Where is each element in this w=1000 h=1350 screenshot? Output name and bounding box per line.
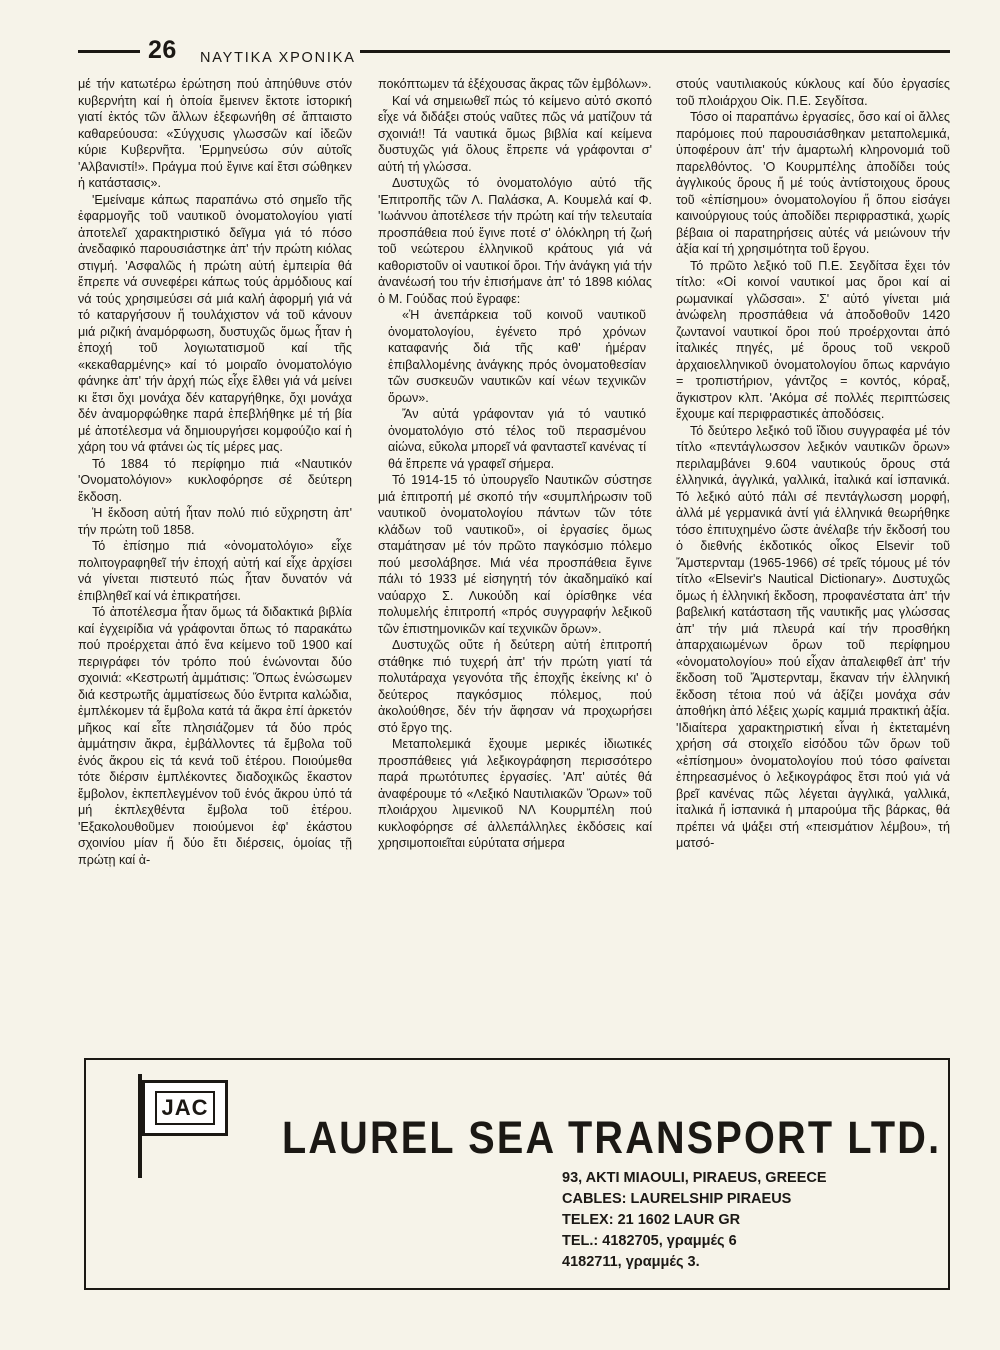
- paragraph: Τό πρῶτο λεξικό τοῦ Π.Ε. Σεγδίτσα ἔχει τόν τίτλο: «Οἱ κοινοί ναυτικοί μας ὅροι καί αἱ ρωμανικαί γλῶσσαι». Σ' αὐτό γίνεται μιά ἀνώφελη προσπάθεια νά ἀποδοθοῦν 1420 ζωντανοί ναυτικοί ὅροι πού προέρχονται ἀπό ἰταλικές πηγές, μέ ὅρους τοῦ νεκροῦ ἀρχαιοελληνικοῦ ὀνοματολογίου ὅπως καρνάγιο = τροπιστήριον, γάντζος = κοντός, κόραξ, ἄγκιστρον κλπ. 'Ακόμα σέ πολλές περιπτώσεις ἔχουμε καί περιφραστικές ἀποδόσεις.: [676, 258, 950, 421]
- paragraph: Τό 1884 τό περίφημο πιά «Ναυτικόν 'Ονοματολόγιον» κυκλοφόρησε σέ δεύτερη ἔκδοση.: [78, 456, 352, 504]
- article-column-3: [676, 76, 950, 1048]
- paragraph: μέ τήν κατωτέρω ἐρώτηση πού ἀπηύθυνε στόν κυβερνήτη καί ἡ ὁποία ἔμεινεν ἔκτοτε ἱστορική γιατί ἐκτός τῶν ἄλλων ἐξεφωνήθη σέ ἄπταιστο καθαρεύουσα: «Σύγχυσις γλωσσῶν καί ἰδεῶν κύριε Κυβερνῆτα. 'Ερμηνεύσω σύν αὐτοῖς 'Αλβανιστί!». Πράγμα πού ἔγινε καί ἔτσι σώθηκεν ἡ κατάστασις».: [78, 77, 352, 190]
- quotation: «Ἡ ἀνεπάρκεια τοῦ κοινοῦ ναυτικοῦ ὀνοματολογίου, ἐγένετο πρό χρόνων καταφανής διά τῆς καθ' ἡμέραν ἐπιβαλλομένης ἀνάγκης πρός ὀνοματοθεσίαν τῶν συσκευῶν ναυτικῶν καί νέων τεχνικῶν ὅρων».: [388, 308, 646, 405]
- company-tel-1: TEL.: 4182705, γραμμές 6: [562, 1233, 737, 1249]
- paragraph: Δυστυχῶς οὔτε ἡ δεύτερη αὐτή ἐπιτροπή στάθηκε πιό τυχερή ἀπ' τήν πρώτη γιατί τά πολυτάραχα γεγονότα τῆς ἐποχῆς ἐκείνης κι' ὁ δεύτερος παγκόσμιος πόλεμος, πού ἀκολούθησε, δέν τήν ἄφησαν νά προχωρήσει στό ἔργο της.: [378, 638, 652, 735]
- paragraph: Τό δεύτερο λεξικό τοῦ ἴδιου συγγραφέα μέ τόν τίτλο «πεντάγλωσσον λεξικόν ναυτικῶν ὅρων» περιλαμβάνει 9.604 ναυτικούς ὅρους στά ἑλληνικά, ἀγγλικά, γαλλικά, ἰταλικά καί ἱσπανικά. Τό λεξικό αὐτό πάλι σέ πεντάγλωσση μορφή, ἀλλά μέ γερμανικά ἀντί γιά ἑλληνικά θεωρήθηκε τόσο ἐπιτυχημένο ὥστε ἀνέλαβε τήν ἔκδοσή του ὁ διεθνής ἐκδοτικός οἶκος Elsevir τοῦ Ἄμστερνταμ (1965-1966) σέ τρεῖς τόμους μέ τόν τίτλο «Elsevir's Nautical Dictionary». Δυστυχῶς ὅμως ἡ ἑλληνική ἔκδοση, προφανέστατα ἀπ' τήν βαβελική κατάσταση τῆς ναυτικῆς μας γλώσσας ἀπ' τήν μιά πλευρά καί τήν προσθήκη ἀπαρχαιωμένων ὅρων τοῦ περίφημου «ὀνοματολογίου» πού εἶχαν ἀπαλειφθεῖ ἀπ' τήν ἔκδοση τοῦ Ἄμστερνταμ, ἔκαναν τήν ἑλληνική ἔκδοση τέτοια πού νά ἀξίζει μονάχα σάν ἀποθήκη ἀπό λέξεις χωρίς καμμιά πρακτική ἀξία. 'Ιδιαίτερα χαρακτηριστική εἶναι ἡ ἐκτεταμένη χρήση σά στοιχεῖο εἰσόδου τῶν ὅρων τοῦ «ἐπίσημου» ὀνοματολογίου πού τόσο φαίνεται ἐπηρεασμένος ὁ λεξικογράφος ἔτσι πού γιά νά βρεῖ κανένας πῶς λέγεται ἀγγλικά, γαλλικά, ἰταλικά ἤ ἱσπανικά ἡ μπαρούμα τῆς βάρκας, θά πρέπει νά ψάξει στή «πεισμάτιον λέμβου», τή ματσό-: [676, 423, 950, 850]
- paragraph: 'Εμείναμε κάπως παραπάνω στό σημεῖο τῆς ἐφαρμογῆς τοῦ ναυτικοῦ ὀνοματολογίου γιατί ἀποτελεῖ χαρακτηριστικό δεῖγμα γιά τό πόσο ἀνεδαφικό παρουσιάστηκε ἀπ' τήν πρώτη κιόλας στιγμή. 'Ασφαλῶς ἡ πρώτη αὐτή ἐμπειρία θά ἔπρεπε νά συνεφέρει κάπως τούς ἁρμόδιους καί νά τούς χρησιμεύσει σά μιά καλή ἀφορμή γιά νά τό καταργήσουν ἤ τουλάχιστον νά τοῦ κάνουν μιά ριζική ἀναμόρφωση, δυστυχῶς ὅμως ἦταν ἡ ἐποχή τοῦ λογιωτατισμοῦ καί τῆς «κεκαθαρμένης» καί τό μοιραῖο ὀνοματολόγιο φάνηκε ἀπ' τήν ἀρχή πώς εἶχε ἔλθει γιά νά μείνει κι ἔτσι ὄχι μονάχα δέν καταργήθηκε, ὄχι μονάχα δέν ἀναμορφώθηκε παρά ἐπεβλήθηκε μέ τή βία μέ ἀποτέλεσμα νά δημιουργήσει κομφούζιο καί ἡ χάρη του νά φτάνει ὡς τίς μέρες μας.: [78, 192, 352, 454]
- page-header: [78, 36, 950, 70]
- company-address: 93, AKTI MIAOULI, PIRAEUS, GREECE: [562, 1170, 827, 1186]
- flag-logo-text: JAC: [155, 1091, 215, 1125]
- paragraph: Τόσο οἱ παραπάνω ἐργασίες, ὅσο καί οἱ ἄλλες παρόμοιες πού παρουσιάσθηκαν μεταπολεμικά, ὑποφέρουν ἀπ' τήν ἁμαρτωλή κληρονομιά τοῦ παρελθόντος. 'Ο Κουρμπέλης ἀποδίδει τούς ἀγγλικούς ὅρους ἤ μέ τούς ἀντίστοιχους ὅρους τοῦ «ἐπίσημου» ὀνοματολογίου ἤ ὅπου εἰσάγει καινούργιους τούς ἀποδίδει περιφραστικά, χωρίς βέβαια οἱ παρατηρήσεις αὐτές νά μειώνουν τήν ἀξία καί τή χρησιμότητα τοῦ ἔργου.: [676, 110, 950, 256]
- company-name: LAUREL SEA TRANSPORT LTD.: [282, 1112, 942, 1163]
- paragraph: Ἡ ἔκδοση αὐτή ἦταν πολύ πιό εὔχρηστη ἀπ' τήν πρώτη τοῦ 1858.: [78, 506, 352, 537]
- contact-details: [562, 1168, 827, 1273]
- paragraph: στούς ναυτιλιακούς κύκλους καί δύο ἐργασίες τοῦ πλοιάρχου Οἰκ. Π.Ε. Σεγδίτσα.: [676, 77, 950, 108]
- company-telex: TELEX: 21 1602 LAUR GR: [562, 1212, 741, 1228]
- publication-title: ΝΑΥΤΙΚΑ ΧΡΟΝΙΚΑ: [200, 50, 356, 66]
- paragraph: Τό 1914-15 τό ὑπουργεῖο Ναυτικῶν σύστησε μιά ἐπιτροπή μέ σκοπό τήν «συμπλήρωσιν τοῦ ναυτικοῦ ὀνοματολογίου πάντων τῶν τότε κλάδων τοῦ ναυτικοῦ», οἱ ἐργασίες ὅμως σταμάτησαν μέ τόν πρῶτο παγκόσμιο πόλεμο πού μεσολάβησε. Μιά νέα προσπάθεια ἔγινε πάλι τό 1933 μέ εἰσηγητή τόν ἀκαδημαϊκό καί ναύαρχο Σ. Λυκούδη καί ὁρίσθηκε νέα πολυμελής ἐπιτροπή «πρός συγγραφήν λεξικοῦ τῶν ἐπιστημονικῶν καί τεχνικῶν ὅρων».: [378, 473, 652, 636]
- advertisement-box: [84, 1058, 950, 1290]
- article-body: [78, 76, 950, 1048]
- company-cables: CABLES: LAURELSHIP PIRAEUS: [562, 1191, 792, 1207]
- paragraph: Τό ἀποτέλεσμα ἦταν ὅμως τά διδακτικά βιβλία καί ἐγχειρίδια νά γράφονται ὅπως τό παρακάτω πού προέρχεται ἀπό ἕνα κείμενο τοῦ 1900 καί περιγράφει τόν τρόπο πού ἑνώνονται δύο σχοινιά: «Κεστρωτή ἁμμάτισις: Ὅπως ἑνώσωμεν διά κεστρωτῆς ἁμματίσεως δύο ἔντριτα καλώδια, ἐμπλέκομεν τά ἔμβολα κατά τά ἄκρα ἐπί ἀρκετόν μῆκος καί εἶτε πλησιάζομεν τά δύο πρός ἁμμάτησιν ἄκρα, ἐμβάλλοντες τά ἔμβολα τοῦ ἑνός ἄκρου εἰς τά κενά τοῦ ἑτέρου. Ποιούμεθα τότε διέρσιν ἐμπλέκοντες διαδοχικῶς ἕκαστον ἔμβολον, ἐκπεπλεγμένον τοῦ ἑνός ἄκρου ὑπό τά μή ἐκπλεχθέντα ἔμβολα τοῦ ἑτέρου. 'Εξακολουθοῦμεν ποιούμενοι ἐφ' ἑκάστου σχοινίου μίαν ἤ δύο ἔτι διέρσεις, ὁμοίας τῇ πρώτῃ καί ἀ-: [78, 605, 352, 867]
- article-column-1: [78, 76, 352, 1048]
- header-rule-right: [360, 50, 950, 53]
- paragraph: Τό ἐπίσημο πιά «ὀνοματολόγιο» εἶχε πολιτογραφηθεῖ τήν ἐποχή αὐτή καί εἶχε ἀρχίσει νά γίνεται πιστευτό πώς ἦταν δυνατόν νά ἐπιβληθεῖ καί νά ἐπικρατήσει.: [78, 539, 352, 603]
- page-number: 26: [148, 36, 177, 64]
- paragraph: ποκόπτωμεν τά ἐξέχουσας ἄκρας τῶν ἐμβόλων».: [378, 77, 652, 91]
- paragraph: Καί νά σημειωθεῖ πώς τό κείμενο αὐτό σκοπό εἶχε νά διδάξει στούς ναῦτες πῶς νά ματίζουν τά σχοινιά!! Τά ναυτικά ὅμως βιβλία καί κείμενα δυστυχῶς γιά ὅλους ἔπρεπε νά γράφονται σ' αὐτή τή γλώσσα.: [378, 93, 652, 174]
- company-flag-logo: [142, 1080, 228, 1136]
- article-column-2: [378, 76, 652, 1048]
- paragraph: Μεταπολεμικά ἔχουμε μερικές ἰδιωτικές προσπάθειες γιά λεξικογράφηση περισσότερο παρά πρωτότυπες ἐργασίες. 'Απ' αὐτές θά ἀναφέρουμε τό «Λεξικό Ναυτιλιακῶν Ὅρων» τοῦ πλοιάρχου λιμενικοῦ ΝΛ Κουρμπέλη πού κυκλοφόρησε σέ ἀλλεπάλληλες ἐκδόσεις καί χρησιμοποιεῖται εὐρύτατα σήμερα: [378, 737, 652, 850]
- header-rule-left: [78, 50, 140, 53]
- paragraph: Ἄν αὐτά γράφονταν γιά τό ναυτικό ὀνοματολόγιο στό τέλος τοῦ περασμένου αἰώνα, εὔκολα μπορεῖ νά φανταστεῖ κανένας τί θά ἔπρεπε νά γραφεῖ σήμερα.: [388, 407, 646, 471]
- paragraph: Δυστυχῶς τό ὀνοματολόγιο αὐτό τῆς 'Επιτροπῆς τῶν Λ. Παλάσκα, Α. Κουμελά καί Φ. 'Ιωάννου ἀποτέλεσε τήν πρώτη καί τήν τελευταία προσπάθεια πού ἔγινε ποτέ σ' ὁλόκληρη τή ζωή τοῦ νεώτερου ἑλληνικοῦ κράτους γιά νά καθοριστοῦν οἱ ναυτικοί ὅροι. Τήν ἀνάγκη γιά τήν ἀνανέωσή του τήν ἐπισήμανε ἀπ' τό 1898 κιόλας ὁ Μ. Γούδας πού ἔγραφε:: [378, 176, 652, 306]
- company-tel-2: 4182711, γραμμές 3.: [562, 1254, 700, 1270]
